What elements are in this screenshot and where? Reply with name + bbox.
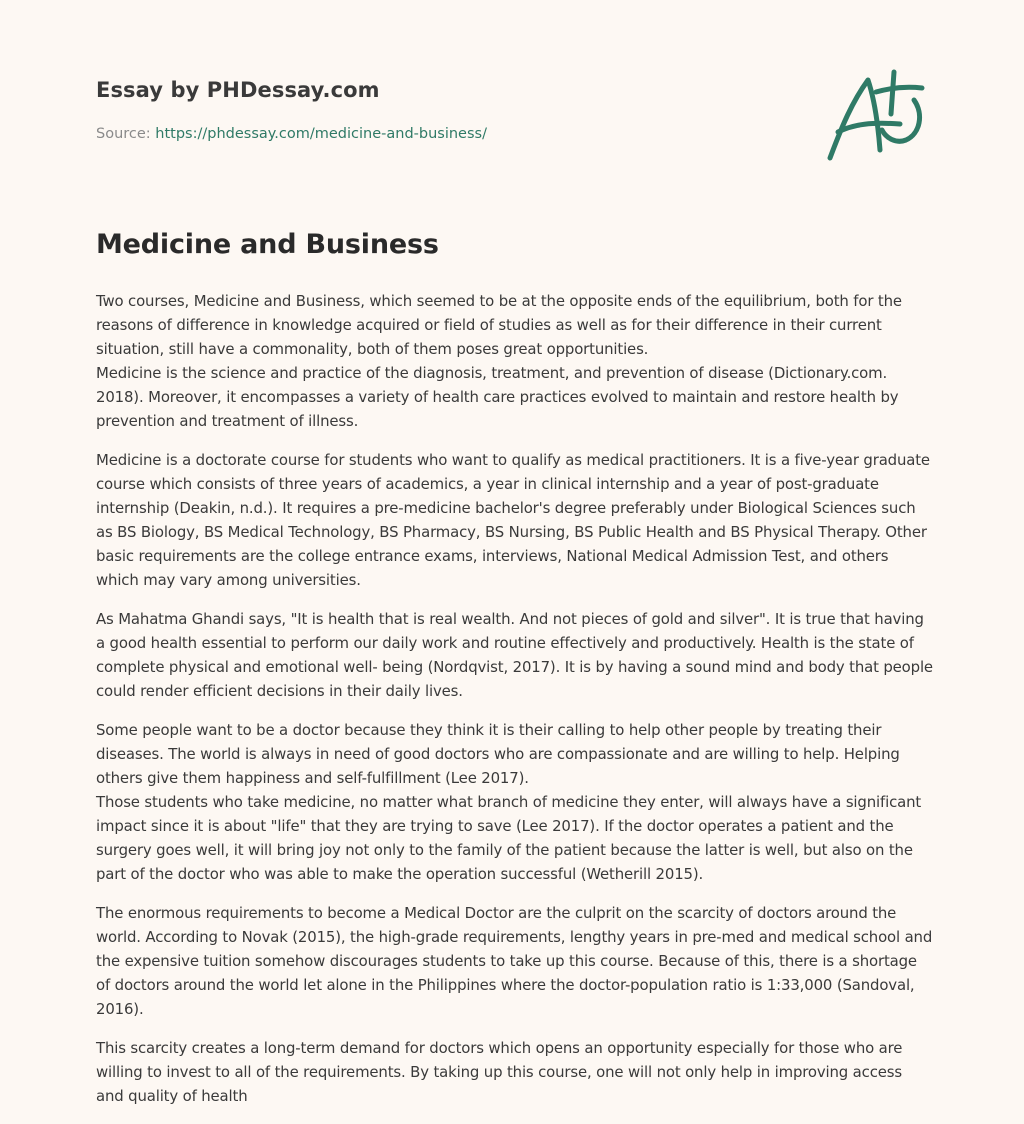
- site-brand: Essay by PHDessay.com: [96, 78, 380, 102]
- essay-header: [96, 76, 796, 144]
- essay-paragraph: The enormous requirements to become a Medical Doctor are the culprit on the scarcity of doctors around the world. According to Novak (2015), the high-grade requirements, lengthy years in pre-med and medical school and the expensive tuition somehow discourages students to take up this course. Because of this, there is a shortage of doctors around the world let alone in the Philippines where the doctor-population ratio is 1:33,000 (Sandoval, 2016).: [96, 904, 933, 1018]
- essay-paragraphs: [96, 289, 934, 1108]
- essay-paragraph: Some people want to be a doctor because they think it is their calling to help other people by treating their diseases. The world is always in need of good doctors who are compassionate and are willing to help. Helping others give them happiness and self-fulfillment (Lee 2017). Those students who take medicine, no matter what branch of medicine they enter, will always have a significant impact since it is about "life" that they are trying to save (Lee 2017). If the doctor operates a patient and the surgery goes well, it will bring joy not only to the family of the patient because the latter is well, but also on the part of the doctor who was able to make the operation successful (Wetherill 2015).: [96, 721, 922, 883]
- source-label: Source:: [96, 126, 156, 142]
- source-link[interactable]: https://phdessay.com/medicine-and-business/: [155, 126, 487, 142]
- essay-paragraph: This scarcity creates a long-term demand for doctors which opens an opportunity especially for those who are willing to invest to all of the requirements. By taking up this course, one will not only help in improving access and quality of health: [96, 1039, 903, 1105]
- source-line: [96, 124, 796, 144]
- essay-body: [96, 226, 934, 1123]
- essay-paragraph: Two courses, Medicine and Business, which seemed to be at the opposite ends of the equilibrium, both for the reasons of difference in knowledge acquired or field of studies as well as for their difference in their current situation, still have a commonality, both of them poses great opportunities. Medicine is the science and practice of the diagnosis, treatment, and prevention of disease (Dictionary.com. 2018). Moreover, it encompasses a variety of health care practices evolved to maintain and restore health by prevention and treatment of illness.: [96, 292, 902, 430]
- a-plus-logo-icon: [818, 66, 930, 166]
- essay-title: Medicine and Business: [96, 229, 439, 260]
- essay-paragraph: As Mahatma Ghandi says, "It is health that is real wealth. And not pieces of gold and silver". It is true that having a good health essential to perform our daily work and routine effectively and productively. Health is the state of complete physical and emotional well- being (Nordqvist, 2017). It is by having a sound mind and body that people could render efficient decisions in their daily lives.: [96, 610, 933, 700]
- essay-paragraph: Medicine is a doctorate course for students who want to qualify as medical practitioners. It is a five-year graduate course which consists of three years of academics, a year in clinical internship and a year of post-graduate internship (Deakin, n.d.). It requires a pre-medicine bachelor's degree preferably under Biological Sciences such as BS Biology, BS Medical Technology, BS Pharmacy, BS Nursing, BS Public Health and BS Physical Therapy. Other basic requirements are the college entrance exams, interviews, National Medical Admission Test, and others which may vary among universities.: [96, 451, 930, 589]
